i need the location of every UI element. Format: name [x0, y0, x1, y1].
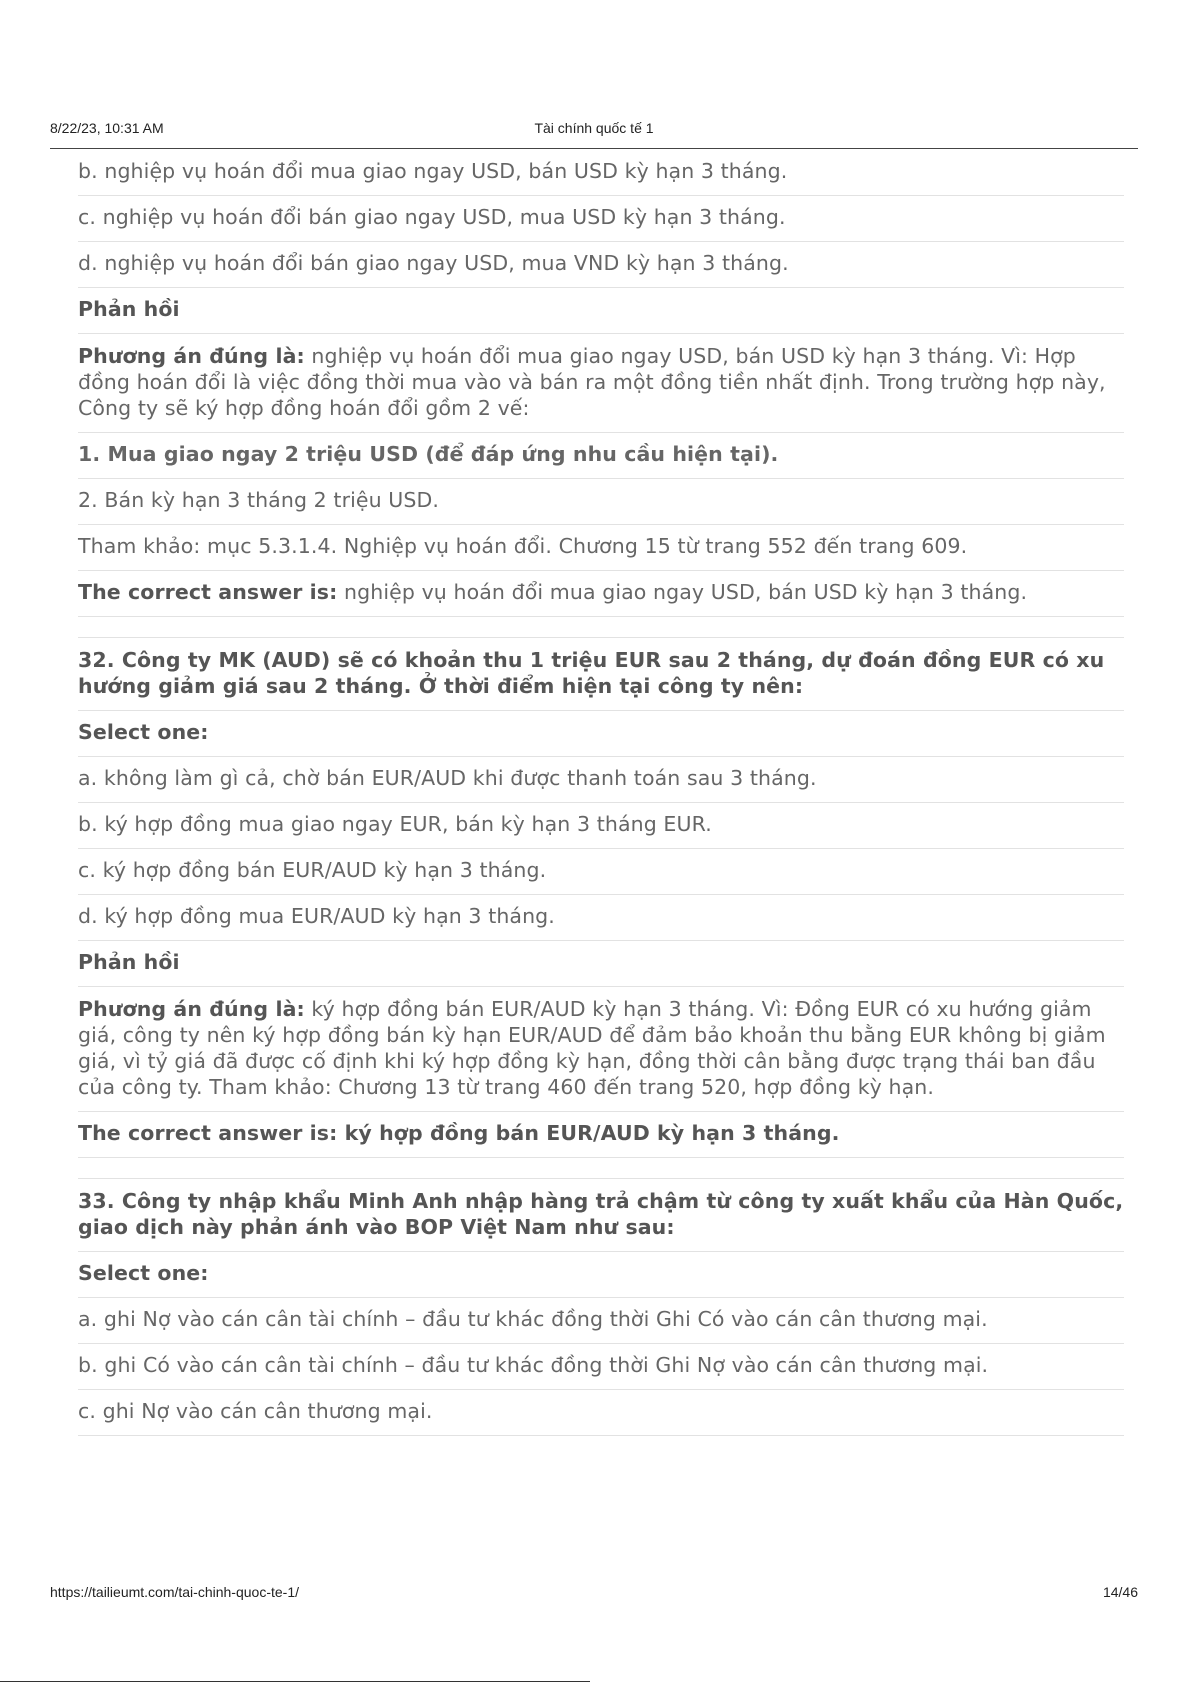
q32-correct-lead: Phương án đúng là: — [78, 997, 305, 1021]
q32-option-c[interactable]: c. ký hợp đồng bán EUR/AUD kỳ hạn 3 tháng. — [78, 849, 1124, 895]
q32-correct-body: ký hợp đồng bán EUR/AUD kỳ hạn 3 tháng. Vì: Đồng EUR có xu hướng giảm giá, công ty nên ký hợp đồng bán kỳ hạn EUR/AUD để đảm bảo khoản thu bằng EUR không bị giảm giá, vì tỷ giá đã được cố định khi ký hợp đồng kỳ hạn, đồng thời cân bằng được trạng thái ban đầu của công ty. Tham khảo: Chương 13 từ trang 460 đến trang 520, hợp đồng kỳ hạn. — [78, 997, 1106, 1099]
print-datetime: 8/22/23, 10:31 AM — [50, 120, 164, 136]
q31-option-c[interactable]: c. nghiệp vụ hoán đổi bán giao ngay USD, mua USD kỳ hạn 3 tháng. — [78, 196, 1124, 242]
q31-option-d[interactable]: d. nghiệp vụ hoán đổi bán giao ngay USD, mua VND kỳ hạn 3 tháng. — [78, 242, 1124, 288]
q31-correct-answer — [78, 571, 1124, 617]
q32-select-label: Select one: — [78, 711, 1124, 757]
q31-step-1: 1. Mua giao ngay 2 triệu USD (để đáp ứng nhu cầu hiện tại). — [78, 433, 1124, 479]
q33-question-text: 33. Công ty nhập khẩu Minh Anh nhập hàng trả chậm từ công ty xuất khẩu của Hàn Quốc, giao dịch này phản ánh vào BOP Việt Nam như sau: — [78, 1179, 1124, 1252]
quiz-content — [78, 150, 1124, 1436]
q32-answer-lead: The correct answer is: — [78, 1121, 338, 1145]
q32-correct-answer — [78, 1112, 1124, 1158]
q31-feedback-text — [78, 334, 1124, 433]
print-header — [50, 118, 1138, 149]
page-url: https://tailieumt.com/tai-chinh-quoc-te-1/ — [50, 1584, 299, 1600]
q32-option-b[interactable]: b. ký hợp đồng mua giao ngay EUR, bán kỳ hạn 3 tháng EUR. — [78, 803, 1124, 849]
q32-feedback-text — [78, 987, 1124, 1112]
q31-reference: Tham khảo: mục 5.3.1.4. Nghiệp vụ hoán đổi. Chương 15 từ trang 552 đến trang 609. — [78, 525, 1124, 571]
q32-answer-body: ký hợp đồng bán EUR/AUD kỳ hạn 3 tháng. — [337, 1121, 840, 1145]
q33-select-label: Select one: — [78, 1252, 1124, 1298]
question-separator — [78, 1158, 1124, 1179]
q33-option-c[interactable]: c. ghi Nợ vào cán cân thương mại. — [78, 1390, 1124, 1436]
q31-option-b[interactable]: b. nghiệp vụ hoán đổi mua giao ngay USD, bán USD kỳ hạn 3 tháng. — [78, 150, 1124, 196]
q33-option-a[interactable]: a. ghi Nợ vào cán cân tài chính – đầu tư khác đồng thời Ghi Có vào cán cân thương mại. — [78, 1298, 1124, 1344]
q31-correct-body: nghiệp vụ hoán đổi mua giao ngay USD, bán USD kỳ hạn 3 tháng. Vì: Hợp đồng hoán đổi là việc đồng thời mua vào và bán ra một đồng tiền nhất định. Trong trường hợp này, Công ty sẽ ký hợp đồng hoán đổi gồm 2 vế: — [78, 344, 1106, 420]
q31-feedback-label: Phản hồi — [78, 288, 1124, 334]
q31-answer-lead: The correct answer is: — [78, 580, 338, 604]
q31-answer-body: nghiệp vụ hoán đổi mua giao ngay USD, bán USD kỳ hạn 3 tháng. — [337, 580, 1028, 604]
q31-correct-lead: Phương án đúng là: — [78, 344, 305, 368]
bottom-divider — [0, 1681, 590, 1682]
question-separator — [78, 617, 1124, 638]
q33-option-b[interactable]: b. ghi Có vào cán cân tài chính – đầu tư khác đồng thời Ghi Nợ vào cán cân thương mại. — [78, 1344, 1124, 1390]
q32-option-a[interactable]: a. không làm gì cả, chờ bán EUR/AUD khi được thanh toán sau 3 tháng. — [78, 757, 1124, 803]
q31-step-2: 2. Bán kỳ hạn 3 tháng 2 triệu USD. — [78, 479, 1124, 525]
document-title: Tài chính quốc tế 1 — [534, 120, 654, 136]
page-number: 14/46 — [1102, 1584, 1138, 1600]
q32-feedback-label: Phản hồi — [78, 941, 1124, 987]
q32-question-text: 32. Công ty MK (AUD) sẽ có khoản thu 1 triệu EUR sau 2 tháng, dự đoán đồng EUR có xu hướng giảm giá sau 2 tháng. Ở thời điểm hiện tại công ty nên: — [78, 638, 1124, 711]
q32-option-d[interactable]: d. ký hợp đồng mua EUR/AUD kỳ hạn 3 tháng. — [78, 895, 1124, 941]
